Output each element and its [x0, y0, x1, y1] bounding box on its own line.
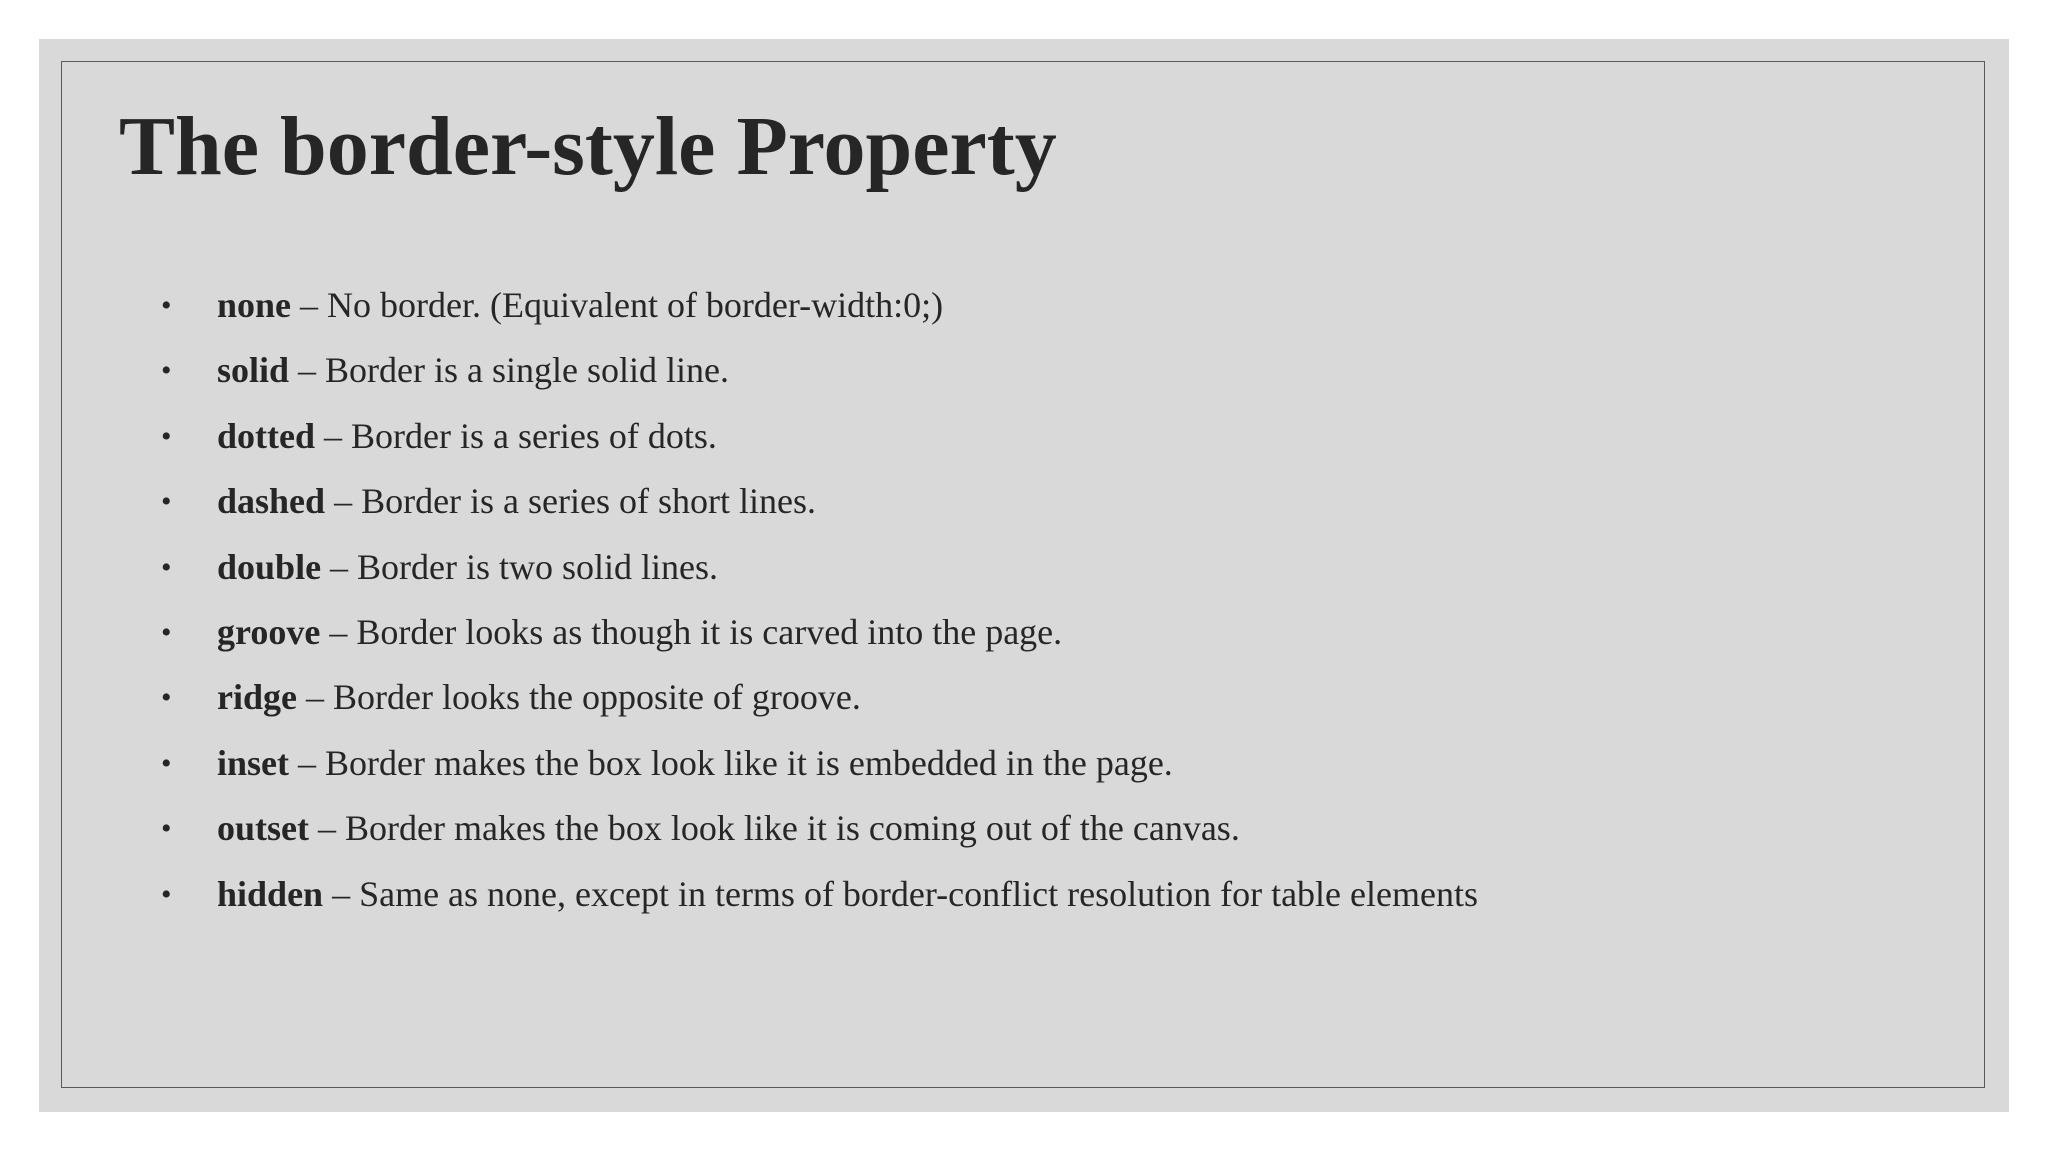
bullet-separator: –: [320, 611, 357, 652]
bullet-icon: •: [161, 746, 172, 780]
bullet-separator: –: [289, 742, 325, 783]
bullet-description: Border is two solid lines.: [357, 546, 719, 587]
bullet-separator: –: [291, 285, 328, 325]
bullet-term: hidden: [217, 873, 324, 914]
bullet-icon: •: [161, 615, 172, 649]
bullet-description: Border looks as though it is carved into the page.: [356, 611, 1063, 652]
bullet-term: outset: [217, 808, 309, 849]
bullet-description: Border is a single solid line.: [325, 350, 729, 391]
bullet-term: groove: [217, 611, 321, 652]
bullet-term: dashed: [217, 481, 326, 522]
bullet-icon: •: [161, 681, 172, 715]
bullet-term: double: [217, 546, 322, 587]
bullet-separator: –: [296, 677, 333, 718]
bullet-description: Border looks the opposite of groove.: [332, 677, 861, 718]
bullet-term: solid: [217, 350, 290, 391]
bullet-separator: –: [315, 415, 351, 456]
bullet-separator: –: [325, 481, 362, 522]
bullet-description: Same as none, except in terms of border-conflict resolution for table elements: [359, 873, 1478, 914]
bullet-icon: •: [161, 550, 172, 584]
bullet-icon: •: [161, 354, 172, 388]
bullet-icon: •: [161, 289, 172, 322]
slide-title: The border-style Property: [119, 100, 1057, 193]
bullet-separator: –: [323, 873, 360, 914]
bullet-icon: •: [161, 877, 172, 911]
bullet-separator: –: [309, 808, 345, 849]
bullet-term: dotted: [217, 415, 315, 456]
bullet-description: Border makes the box look like it is embedded in the page.: [325, 742, 1173, 783]
bullet-icon: •: [161, 419, 172, 453]
bullet-icon: •: [161, 812, 172, 846]
bullet-term: ridge: [217, 677, 297, 718]
bullet-description: Border is a series of short lines.: [361, 481, 816, 522]
bullet-separator: –: [321, 546, 358, 587]
bullet-term: inset: [217, 742, 289, 783]
bullet-description: No border. (Equivalent of border-width:0;): [327, 285, 944, 325]
bullet-term: none: [217, 285, 292, 325]
bullet-description: Border makes the box look like it is coming out of the canvas.: [345, 808, 1240, 849]
bullet-separator: –: [289, 350, 326, 391]
bullet-description: Border is a series of dots.: [351, 415, 717, 456]
slide: [39, 39, 2009, 1112]
bullet-icon: •: [161, 485, 172, 519]
